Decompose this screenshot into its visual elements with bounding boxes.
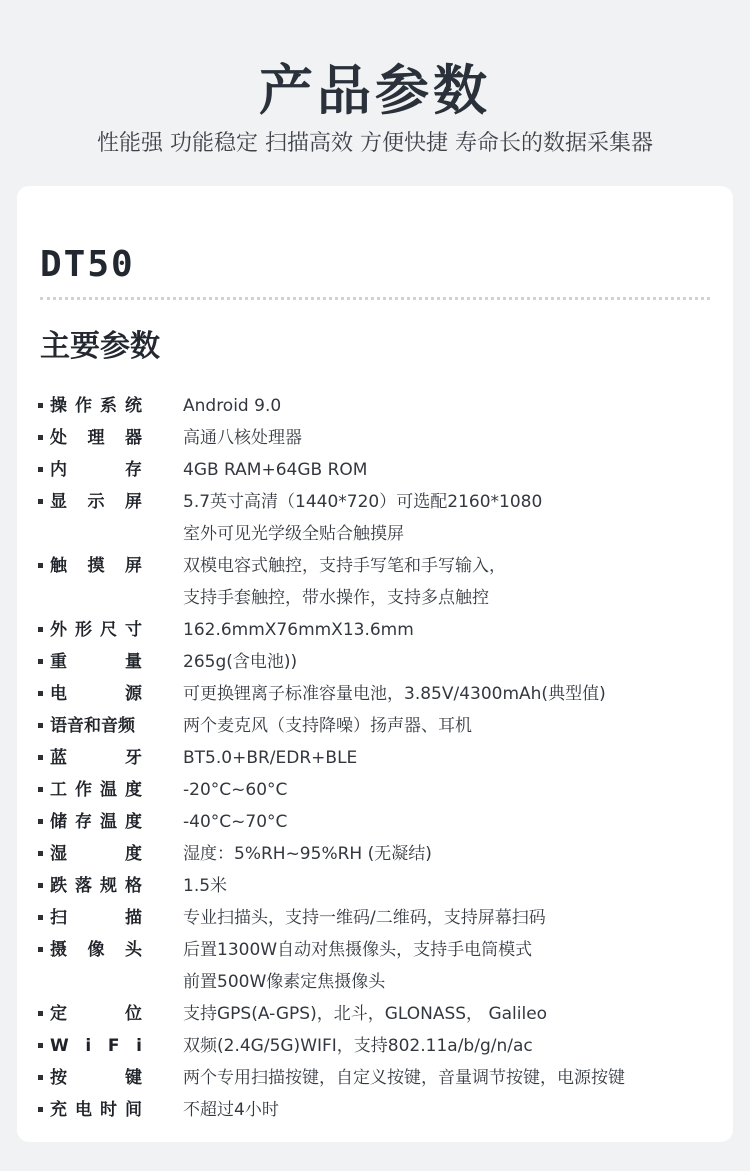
page-header <box>0 0 750 185</box>
spec-value: 室外可见光学级全贴合触摸屏 <box>183 524 404 544</box>
page-subtitle: 性能强 功能稳定 扫描高效 方便快捷 寿命长的数据采集器 <box>97 131 653 156</box>
bullet-icon <box>38 467 43 472</box>
spec-values <box>183 1094 733 1126</box>
spec-row <box>17 902 733 934</box>
spec-label: 定 位 <box>50 1004 142 1024</box>
spec-row <box>17 998 733 1030</box>
spec-label: W i F i <box>50 1036 142 1056</box>
bullet-icon <box>38 915 43 920</box>
spec-values <box>183 550 733 614</box>
spec-value: 双模电容式触控，支持手写笔和手写输入， <box>183 556 506 576</box>
spec-value: -20°C~60°C <box>183 780 288 800</box>
bullet-icon <box>38 723 43 728</box>
spec-values <box>183 1062 733 1094</box>
spec-value: 支持GPS(A-GPS)，北斗，GLONASS， Galileo <box>183 1004 548 1024</box>
spec-value: -40°C~70°C <box>183 812 288 832</box>
spec-label-cell <box>17 422 183 454</box>
spec-label-cell <box>17 742 183 774</box>
spec-value: 前置500W像素定焦摄像头 <box>183 972 386 992</box>
spec-values <box>183 742 733 774</box>
spec-label: 电 源 <box>50 684 142 704</box>
spec-label: 储 存 温 度 <box>50 812 142 832</box>
spec-row <box>17 1030 733 1062</box>
spec-value: 两个麦克风（支持降噪）扬声器、耳机 <box>183 716 472 736</box>
bullet-icon <box>38 851 43 856</box>
spec-label-cell <box>17 550 183 614</box>
spec-label: 触 摸 屏 <box>50 556 142 576</box>
bullet-icon <box>38 691 43 696</box>
spec-values <box>183 934 733 998</box>
spec-label: 内 存 <box>50 460 142 480</box>
spec-label: 蓝 牙 <box>50 748 142 768</box>
spec-label-cell <box>17 710 183 742</box>
bullet-icon <box>38 947 43 952</box>
spec-row <box>17 870 733 902</box>
spec-values <box>183 902 733 934</box>
spec-label-cell <box>17 998 183 1030</box>
spec-row <box>17 1094 733 1126</box>
spec-values <box>183 646 733 678</box>
spec-values <box>183 390 733 422</box>
spec-values <box>183 774 733 806</box>
spec-value: 后置1300W自动对焦摄像头，支持手电筒模式 <box>183 940 533 960</box>
spec-label-cell <box>17 838 183 870</box>
spec-row <box>17 806 733 838</box>
spec-label: 工 作 温 度 <box>50 780 142 800</box>
spec-values <box>183 486 733 550</box>
bullet-icon <box>38 819 43 824</box>
section-title: 主要参数 <box>40 329 160 364</box>
spec-value: BT5.0+BR/EDR+BLE <box>183 748 358 768</box>
spec-row <box>17 742 733 774</box>
spec-values <box>183 678 733 710</box>
spec-label-cell <box>17 390 183 422</box>
spec-values <box>183 838 733 870</box>
bullet-icon <box>38 1043 43 1048</box>
spec-label: 湿 度 <box>50 844 142 864</box>
spec-values <box>183 710 733 742</box>
spec-value: 支持手套触控，带水操作，支持多点触控 <box>183 588 489 608</box>
spec-row <box>17 1062 733 1094</box>
spec-label: 摄 像 头 <box>50 940 142 960</box>
spec-label-cell <box>17 1030 183 1062</box>
bullet-icon <box>38 403 43 408</box>
bullet-icon <box>38 787 43 792</box>
spec-card <box>17 186 733 1142</box>
spec-row <box>17 934 733 998</box>
spec-label: 充 电 时 间 <box>50 1100 142 1120</box>
spec-row <box>17 614 733 646</box>
spec-value: 专业扫描头，支持一维码/二维码，支持屏幕扫码 <box>183 908 546 928</box>
model-name: DT50 <box>40 244 135 285</box>
spec-label: 外 形 尺 寸 <box>50 620 142 640</box>
bullet-icon <box>38 1075 43 1080</box>
spec-row <box>17 838 733 870</box>
spec-row <box>17 390 733 422</box>
spec-label-cell <box>17 1062 183 1094</box>
spec-values <box>183 454 733 486</box>
spec-row <box>17 774 733 806</box>
bullet-icon <box>38 435 43 440</box>
spec-value: 5.7英寸高清（1440*720）可选配2160*1080 <box>183 492 543 512</box>
spec-row <box>17 646 733 678</box>
bullet-icon <box>38 563 43 568</box>
dotted-divider <box>40 297 710 300</box>
spec-label: 显 示 屏 <box>50 492 142 512</box>
bullet-icon <box>38 659 43 664</box>
spec-values <box>183 870 733 902</box>
spec-label-cell <box>17 934 183 998</box>
bullet-icon <box>38 627 43 632</box>
spec-value: 不超过4小时 <box>183 1100 279 1120</box>
spec-value: 1.5米 <box>183 876 228 896</box>
spec-value: 两个专用扫描按键，自定义按键，音量调节按键，电源按键 <box>183 1068 625 1088</box>
spec-label-cell <box>17 1094 183 1126</box>
spec-row <box>17 550 733 614</box>
spec-value: Android 9.0 <box>183 396 282 416</box>
spec-value: 4GB RAM+64GB ROM <box>183 460 368 480</box>
spec-values <box>183 998 733 1030</box>
spec-row <box>17 678 733 710</box>
spec-values <box>183 422 733 454</box>
spec-label-cell <box>17 454 183 486</box>
spec-label: 按 键 <box>50 1068 142 1088</box>
spec-label: 跌 落 规 格 <box>50 876 142 896</box>
spec-label-cell <box>17 806 183 838</box>
spec-value: 162.6mmX76mmX13.6mm <box>183 620 414 640</box>
spec-value: 湿度：5%RH~95%RH (无凝结) <box>183 844 432 864</box>
spec-row <box>17 454 733 486</box>
spec-value: 265g(含电池)) <box>183 652 298 672</box>
bullet-icon <box>38 883 43 888</box>
spec-label-cell <box>17 614 183 646</box>
spec-label: 语音和音频 <box>50 716 135 736</box>
spec-label: 操 作 系 统 <box>50 396 142 416</box>
spec-label-cell <box>17 678 183 710</box>
spec-value: 双频(2.4G/5G)WIFI，支持802.11a/b/g/n/ac <box>183 1036 533 1056</box>
spec-values <box>183 614 733 646</box>
bullet-icon <box>38 755 43 760</box>
spec-label-cell <box>17 902 183 934</box>
bullet-icon <box>38 499 43 504</box>
spec-label-cell <box>17 870 183 902</box>
spec-label-cell <box>17 486 183 550</box>
spec-row <box>17 486 733 550</box>
spec-label-cell <box>17 774 183 806</box>
spec-values <box>183 806 733 838</box>
page-title: 产品参数 <box>259 59 491 122</box>
spec-label: 重 量 <box>50 652 142 672</box>
spec-label-cell <box>17 646 183 678</box>
spec-label: 扫 描 <box>50 908 142 928</box>
spec-row <box>17 422 733 454</box>
spec-list <box>17 390 733 1126</box>
spec-value: 可更换锂离子标准容量电池，3.85V/4300mAh(典型值) <box>183 684 606 704</box>
spec-values <box>183 1030 733 1062</box>
bullet-icon <box>38 1107 43 1112</box>
bullet-icon <box>38 1011 43 1016</box>
spec-label: 处 理 器 <box>50 428 142 448</box>
spec-row <box>17 710 733 742</box>
spec-value: 高通八核处理器 <box>183 428 302 448</box>
